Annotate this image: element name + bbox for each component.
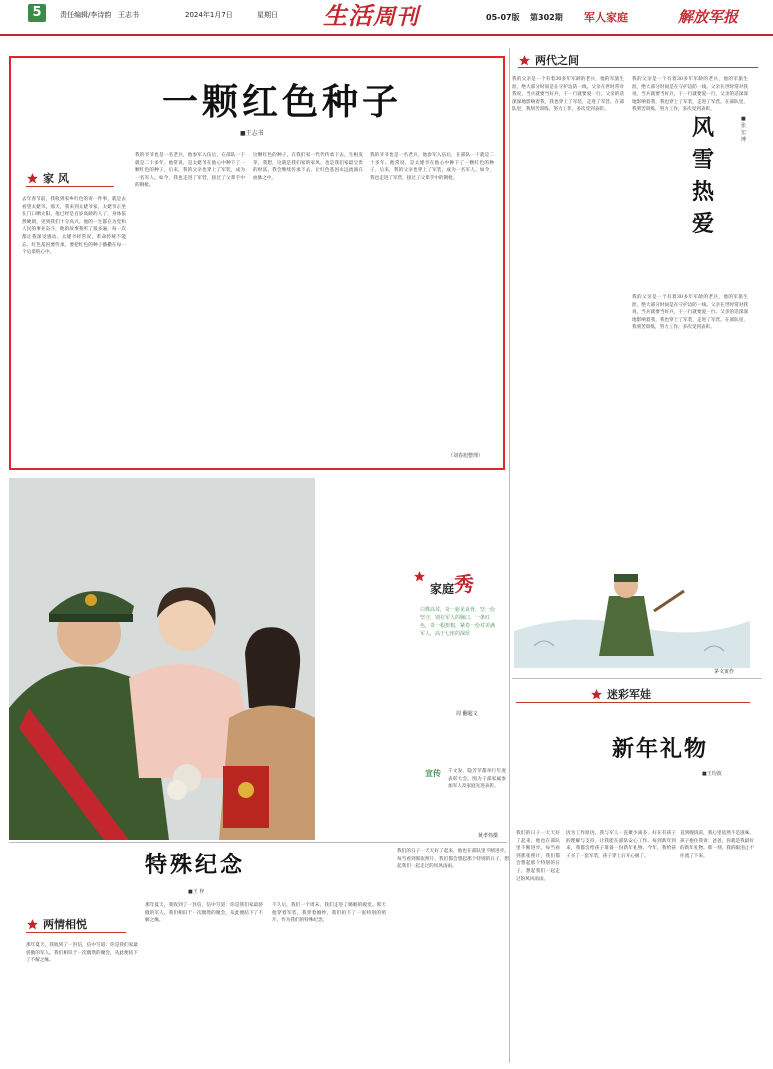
bottom-subsection-title: 两情相悦 (43, 918, 87, 931)
side-text-col1: 我的父亲是一个有着30多年军龄的老兵，他的军旅生涯，绝大部分时间是在守护边防一线。父亲在世时常对我说，当兵就要当好兵，干一行就要爱一行。父亲的话深深地影响着我，我也穿上了军装，走进了军营。在部队里，我刻苦训练，努力工作，多次受到表彰。 (512, 77, 624, 113)
special-memory-text-col1: 那年夏天，我收到了一封信，信中写道：你是我们家最骄傲的军人。我们相识于一次偶然的聚会，从此便结下了不解之缘。 (26, 943, 138, 964)
family-show-label-a: 家庭 (430, 582, 455, 596)
star-icon (413, 570, 426, 583)
special-memory-text-col5: 我们的日子一天天好了起来，他也在部队里不断进步。每当看到那张照片，我们都会想起那个特别的日子，想起我们一起走过的风风雨雨。 (516, 831, 560, 882)
main-article-text-col4: 我的爷爷也是一名老兵，他参军入伍后，在部队一干就是二十多年。他常说，是太姥爷在他心中种下了一颗红色的种子。后来，我的父亲也穿上了军装，成为一名军人。如今，我也走进了军营，接过了父辈手中的钢枪。 (370, 153, 494, 181)
warm-station-title: 迷彩军娃 (607, 688, 651, 701)
section-title-b: 周刊 (373, 5, 420, 30)
warm-station-heading (590, 686, 651, 702)
header-date: 2024年1月7日 (185, 11, 233, 19)
family-show-poem-author: 周 翻超文 (456, 711, 478, 717)
side-subsection-heading (518, 52, 579, 68)
issue-number: 第302期 (530, 13, 563, 22)
bottom-subsection-heading (26, 916, 87, 932)
column-name: 军人家庭 (584, 11, 628, 24)
new-year-gift-title: 新年礼物 (612, 736, 709, 762)
family-show-heading (430, 568, 474, 597)
special-memory-text-col4: 我们的日子一天天好了起来，他也在部队里不断进步。每当看到那张照片，我们都会想起那个特别的日子，想起我们一起走过的风风雨雨。 (397, 849, 509, 870)
star-icon (518, 54, 531, 67)
header-divider (0, 34, 773, 36)
section-title-a: 生活 (323, 2, 373, 30)
header-editor: 责任编辑/李诗韵 (60, 11, 112, 19)
main-subsection-underline (26, 186, 114, 187)
main-article-source: （刘春旭整理） (448, 453, 484, 459)
star-icon (26, 172, 39, 185)
main-subsection-heading (26, 170, 69, 186)
header-weekday: 星期日 (257, 11, 278, 19)
column-divider (9, 842, 507, 843)
illustration-credit: 茅文寅作 (714, 669, 735, 675)
new-year-gift-author: ■王均波 (702, 771, 722, 777)
family-show-caption-title: 宣传 (425, 769, 441, 778)
special-memory-text-col2: 那年夏天，我收到了一封信，信中写道：你是我们家最骄傲的军人。我们相识于一次偶然的聚会，从此便结下了不解之缘。 (145, 903, 263, 924)
special-memory-text-col3: 不久后，我们一个周末，我们走进了婚姻的殿堂。那天他穿着军装，我穿着婚纱，我们拍下了一张特别的照片，作为我们的特殊纪念。 (272, 903, 386, 924)
page-header (0, 0, 773, 44)
family-show-caption: 千文发，隐芳苹都举行年度表彰大会。图为干部家属参加军人及家庭先进表彰。 (448, 769, 506, 790)
page-number-badge: 5 (28, 4, 46, 22)
family-show-poem: 白桦高耸，奇一崭见良骨，坚一份坚守，别在军人的胸口，一条红色，奇一根扭根，紧卷一份对美满军人，高于七座的深厚 (420, 607, 496, 637)
side-illustration (514, 556, 750, 668)
main-article-author: ■王志书 (240, 130, 264, 137)
section-title (323, 0, 419, 31)
star-icon (590, 688, 603, 701)
main-article-text-col3: 这颗红色的种子，在我们家一代代传承下去，生根发芽。我想，这就是我们家的家风，也是我们家最宝贵的财富。我会继续传承下去，让红色基因永远流淌在血脉之中。 (253, 153, 363, 181)
main-subsection-title: 家 风 (43, 172, 69, 185)
new-year-gift-text-col2: 直到晚饭前，我心里依然不是滋味，孩子抱住我说：爸爸，你就是我最好的新年礼物。那一刻，我的眼泪止不住流了下来。 (680, 831, 754, 859)
main-article-text-col2: 我的爷爷也是一名老兵，他参军入伍后，在部队一干就是二十多年。他常说，是太姥爷在他心中种下了一颗红色的种子。后来，我的父亲也穿上了军装，成为一名军人。如今，我也走进了军营，接过了父辈手中的钢枪。 (135, 153, 245, 189)
column-divider (512, 678, 762, 679)
special-memory-author: ■王 梓 (188, 889, 205, 895)
star-icon (26, 918, 39, 931)
main-article-text-col1: 去年春节前，我收到家乡红色的寄一件事，就是去看望太姥爷。那天，我来到太姥爷家，太姥爷正坐在门口晒太阳。他已经是百岁高龄的人了，身体依然硬朗，见到我们十分高兴。他的一生都在为党和人民的事业奋斗，他的故事我听了很多遍，每一次都让我深受感动。太姥爷经常说，革命传统不能忘，红色基因要传承，要把红色的种子播撒在每一个后辈的心中。 (22, 197, 126, 256)
side-text-col2: 我的父亲是一个有着30多年军龄的老兵，他的军旅生涯，绝大部分时间是在守护边防一线。父亲在世时常对我说，当兵就要当好兵，干一行就要爱一行。父亲的话深深地影响着我，我也穿上了军装，走进了军营。在部队里，我刻苦训练，努力工作，多次受到表彰。 (632, 77, 748, 113)
family-show-label-b: 秀 (454, 572, 475, 596)
family-photo-illustration (9, 478, 315, 840)
snow-scene-illustration (514, 556, 750, 668)
special-memory-title: 特殊纪念 (145, 852, 246, 878)
new-year-gift-text-col1: 因为工作原因，我与军人一直聚少离多，好在有孩子的理解与支持，让我能在部队安心工作。每到新年到来，我都会给孩子准备一份新年礼物。今年，我给孩子买了一套军装，孩子穿上后开心极了。 (566, 831, 676, 859)
warm-station-underline (516, 702, 750, 703)
side-subsection-title: 两代之间 (535, 54, 579, 67)
side-vertical-author: ■张宏博 (741, 116, 747, 143)
side-text-col2b: 我的父亲是一个有着30多年军龄的老兵，他的军旅生涯，绝大部分时间是在守护边防一线。父亲在世时常对我说，当兵就要当好兵，干一行就要爱一行。父亲的话深深地影响着我，我也穿上了军装，走进了军营。在部队里，我刻苦训练，努力工作，多次受到表彰。 (632, 295, 748, 331)
issue-dates: 05-07版 (486, 13, 520, 22)
main-article-title: 一颗红色种子 (162, 81, 403, 123)
side-vertical-title: 风雪热爱 (692, 115, 715, 237)
header-proof: 王志书 (118, 11, 139, 19)
newspaper-logo: 解放军报 (678, 8, 739, 26)
bottom-subsection-underline (26, 932, 126, 933)
family-show-photo-credit: 黄孝伟摄 (478, 833, 499, 839)
column-divider (509, 48, 510, 1063)
family-photo (9, 478, 315, 840)
side-subsection-underline (518, 67, 758, 68)
